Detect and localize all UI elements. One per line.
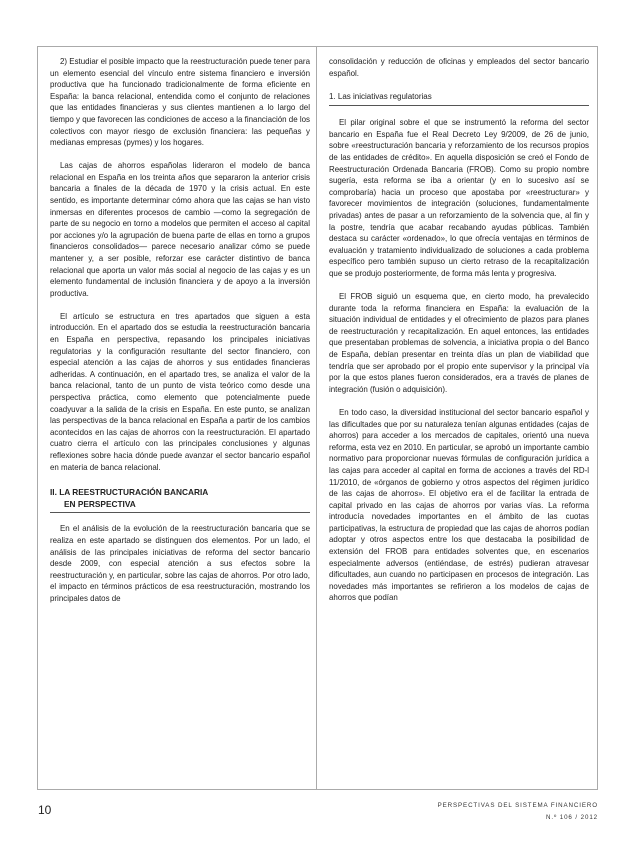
paragraph: El pilar original sobre el que se instrumentó la reforma del sector bancario en España fue el Real Decreto Ley 9/2009, de 26 de junio, sobre «reestructuración bancaria y reforzamiento de los recursos propios de las entidades de crédito». En aquella disposición se creó el Fondo de Reestructuración Ordenada Bancaria (FROB). Como su propio nombre sugería, esta reforma se iba a orientar (y en lo sucesivo así se comprobaría) hacia un proceso que apostaba por «reestructurar» y favorecer movimientos de integración (soluciones, fundamentalmente privadas) antes de pasar a un reforzamiento de la solvencia que, al fin y la postre, tendría que acabar recabando ayudas públicas. También destaca su carácter «ordenado», lo que ofrecía ventajas en términos de evaluación y tratamiento individualizado de soluciones a cada problema específico pero también supuso un cierto retraso de la recapitalización que se produjo posteriormente, de forma más lenta y progresiva.	[329, 118, 589, 278]
journal-issue: N.º 106 / 2012	[545, 814, 598, 821]
right-column	[329, 56, 589, 616]
journal-name: PERSPECTIVAS DEL SISTEMA FINANCIERO	[437, 802, 598, 809]
section-heading	[50, 487, 310, 513]
paragraph-continuation: consolidación y reducción de oficinas y empleados del sector bancario español.	[329, 57, 589, 78]
page-number: 10	[38, 803, 52, 817]
paragraph: El artículo se estructura en tres apartados que siguen a esta introducción. En el apartado dos se estudia la reestructuración bancaria en España en perspectiva, repasando los principales iniciativas regulatorias y la configuración resultante del sector financiero, con especial atención a las cajas de ahorros y sus entidades financieras adheridas. A continuación, en el apartado tres, se analiza el valor de la banca relacional, tanto de un punto de vista teórico como desde una perspectiva práctica, como elemento que potencialmente puede coadyuvar a la salida de la crisis en España. En este punto, se analizan las perspectivas de la banca relacional en España a partir de los cambios acontecidos en las cajas de ahorros con la reestructuración. El apartado cuatro cierra el artículo con las principales conclusiones y algunas reflexiones sobre hacia dónde puede avanzar el sector bancario español en materia de banca relacional.	[50, 311, 310, 472]
paragraph: En todo caso, la diversidad institucional del sector bancario español y las dificultades que por su naturaleza tenían algunas entidades (cajas de ahorros) para acceder a los mercados de capitales, orientó una nueva reforma, esta vez en 2010. En particular, se aprobó un importante cambio normativo para proporcionar nuevas fórmulas de configuración jurídica a las cajas para acceder al capital en forma de acciones a través del RD-l 11/2010, de «órganos de gobierno y otros aspectos del régimen jurídico de las cajas de ahorros». El objetivo era el de facilitar la entrada de capital privado en las cajas de ahorros por varias vías. La reforma introducía novedades importantes en el ámbito de las cuotas participativas, la estructura de propiedad que las cajas de ahorros podían adoptar y otros aspectos entre los que destacaba la posibilidad de extensión del FROB para entidades solventes que, en escenarios especialmente adversos (entiéndase, de estrés) pudieran atravesar dificultades, aun cuando no participasen en procesos de integración. Las novedades más importantes se refirieron a los modelos de cajas de ahorros que podían	[329, 407, 589, 603]
section-heading-line: EN PERSPECTIVA	[64, 498, 136, 509]
paragraph: El FROB siguió un esquema que, en cierto modo, ha prevalecido durante toda la reforma financiera en España: la evaluación de la situación individual de entidades y el ofrecimiento de plazos para planes de reestructuración y recapitalización. En aquel entonces, las entidades que presentaban problemas de solvencia, a iniciativa propia o del Banco de España, debían presentar en treinta días un plan de viabilidad que tendría que ser aprobado por el propio ente supervisor y la principal vía por la que estos planes fueron considerados, era a través de planes de integración (fusión o adquisición).	[329, 292, 589, 394]
paragraph: 2) Estudiar el posible impacto que la reestructuración puede tener para un elemento esencial del vínculo entre sistema financiero e inversión productiva que ha funcionado tradicionalmente de forma eficiente en España: la banca relacional, entendida como el conjunto de relaciones que las entidades financieras y sus clientes mantienen a lo largo del tiempo y que favorecen las condiciones de acceso a la financiación de los colectivos con mayor riesgo de exclusión financiera: las pequeñas y medianas empresas (pymes) y los hogares.	[50, 57, 310, 148]
journal-footer	[438, 800, 598, 824]
paragraph: En el análisis de la evolución de la reestructuración bancaria que se realiza en este apartado se distinguen dos elementos. Por un lado, el análisis de las principales iniciativas de reforma del sector bancario desde 2009, con especial atención a sus efectos sobre la reestructuración y, en particular, sobre las cajas de ahorros. Por otro lado, el impacto en términos prácticos de esa reestructuración, mostrando los principales datos de	[50, 524, 310, 603]
paragraph: Las cajas de ahorros españolas lideraron el modelo de banca relacional en España en los treinta años que separaron la anterior crisis bancaria a finales de la década de 1970 y la crisis actual. En este sentido, es importante determinar cómo ahora que las cajas se han visto inmersas en diferentes procesos de cambio —como la segregación de parte de su negocio en torno a modelos que permiten el acceso al capital por acciones y/o la agrupación de buena parte de ellas en torno a grupos financieros consolidados— parece necesario analizar cómo se puede mantener y, a ser posible, reforzar ese carácter distintivo de banca relacional que aporta un valor más social al negocio de las cajas y es un elemento fundamental de inclusión financiera y de apoyo a la inversión productiva.	[50, 161, 310, 298]
subsection-heading: 1. Las iniciativas regulatorias	[329, 91, 589, 107]
column-divider	[316, 46, 317, 790]
section-heading-line: II. LA REESTRUCTURACIÓN BANCARIA	[50, 487, 209, 498]
left-column	[50, 56, 310, 616]
